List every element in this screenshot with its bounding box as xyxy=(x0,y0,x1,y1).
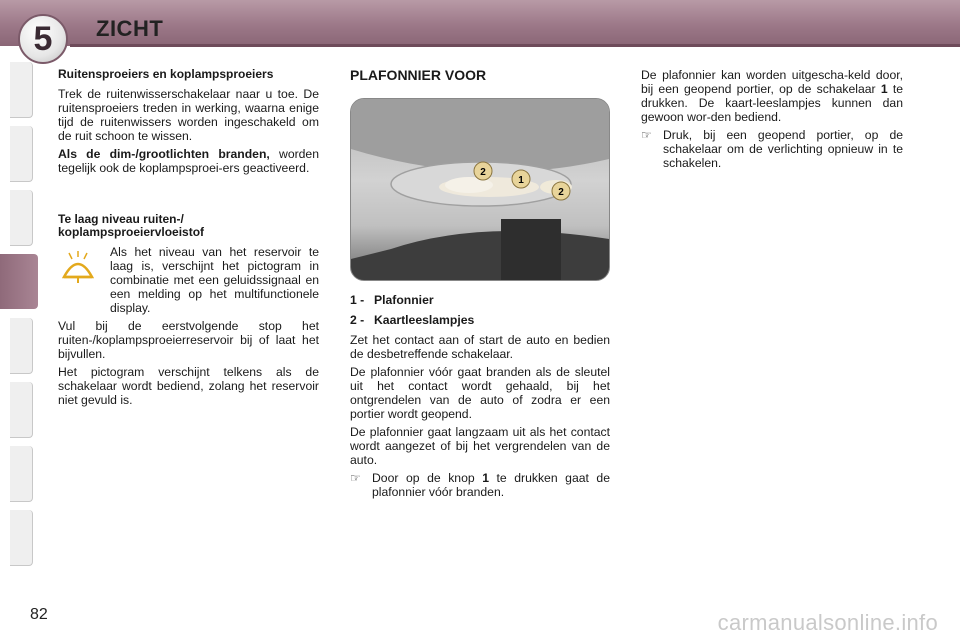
chapter-tab[interactable] xyxy=(10,62,33,118)
chapter-tab[interactable] xyxy=(10,510,33,566)
chapter-tab[interactable] xyxy=(10,446,33,502)
pointing-hand-icon: ☞ xyxy=(641,128,652,142)
low-level-heading: Te laag niveau ruiten-/ koplampsproeiervloeistof xyxy=(58,212,205,239)
bullet-text: Druk, bij een geopend portier, op de schakelaar om de verlichting opnieuw in te schakelen. xyxy=(663,128,903,170)
page-number: 82 xyxy=(30,606,48,623)
headlights-bold: Als de dim-/grootlichten branden, xyxy=(58,147,270,161)
chapter-title: ZICHT xyxy=(96,16,164,41)
legend-item xyxy=(350,313,610,327)
chapter-tabs xyxy=(0,62,36,574)
ceiling-light-photo xyxy=(350,98,610,281)
middle-column xyxy=(350,293,610,499)
legend-item xyxy=(350,293,610,307)
paragraph: Zet het contact aan of start de auto en bedien de desbetreffende schakelaar. xyxy=(350,333,610,361)
bold-part: 1 xyxy=(880,82,888,96)
chapter-tab[interactable] xyxy=(10,126,33,182)
low-level-text: Als het niveau van het reservoir te laag is, verschijnt het pictogram in combinatie met een geluidssignaal en een melding op het multifunctionele display. xyxy=(110,245,319,315)
bullet-item xyxy=(350,471,610,499)
pointing-hand-icon: ☞ xyxy=(350,471,361,485)
left-column xyxy=(58,68,319,411)
chapter-number-badge: 5 xyxy=(18,14,68,64)
chapter-tab[interactable] xyxy=(10,190,33,246)
legend-label: Plafonnier xyxy=(374,293,434,307)
section-title: PLAFONNIER VOOR xyxy=(350,67,487,83)
legend-number: 2 - xyxy=(350,313,365,327)
paragraph: De plafonnier gaat langzaam uit als het contact wordt aangezet of bij het vergrendelen van de auto. xyxy=(350,425,610,467)
washers-text: Trek de ruitenwisserschakelaar naar u toe. De ruitensproeiers treden in werking, waarna enige tijd de ruitenwissers worden ingeschakeld om de ruit schoon te wissen. xyxy=(58,87,319,143)
text-part: De plafonnier kan worden uitgescha-keld door, bij een geopend portier, op de schakelaar xyxy=(641,68,903,96)
washers-heading: Ruitensproeiers en koplampsproeiers xyxy=(58,67,274,81)
watermark: carmanualsonline.info xyxy=(717,610,938,635)
legend-number: 1 - xyxy=(350,293,365,307)
headlights-text: worden tegelijk ook de koplampsproei-ers geactiveerd. xyxy=(58,147,319,175)
headlights-paragraph xyxy=(58,147,319,175)
chapter-tab[interactable] xyxy=(10,382,33,438)
bullet-text xyxy=(372,471,610,499)
legend-label: Kaartleeslampjes xyxy=(374,313,475,327)
refill-text: Vul bij de eerstvolgende stop het ruiten-/koplampsproeierreservoir bij of laat het bijvullen. xyxy=(58,319,319,361)
photo-label: 2 xyxy=(558,187,564,198)
right-column xyxy=(641,68,903,170)
repeat-text: Het pictogram verschijnt telkens als de schakelaar wordt bediend, zolang het reservoir niet gevuld is. xyxy=(58,365,319,407)
paragraph: De plafonnier vóór gaat branden als de sleutel uit het contact wordt gehaald, bij het ontgrendelen van de auto of zodra er een portier wordt geopend. xyxy=(350,365,610,421)
photo-label: 2 xyxy=(480,167,486,178)
bullet-item xyxy=(641,128,903,170)
header-rule xyxy=(70,44,960,47)
bullet-bold-part: 1 xyxy=(482,471,489,485)
chapter-tab[interactable] xyxy=(10,318,33,374)
photo-label: 1 xyxy=(518,175,524,186)
paragraph xyxy=(641,68,903,124)
washer-fluid-warning-icon xyxy=(58,245,110,315)
chapter-tab-active[interactable] xyxy=(0,254,38,309)
text-part: te drukken. De kaart-leeslampjes kunnen dan gewoon wor-den bediend. xyxy=(641,82,903,124)
bullet-text-part: te drukken gaat de plafonnier vóór branden. xyxy=(372,471,610,499)
low-level-block xyxy=(58,245,319,315)
bullet-text-part: Door op de knop xyxy=(372,471,475,485)
